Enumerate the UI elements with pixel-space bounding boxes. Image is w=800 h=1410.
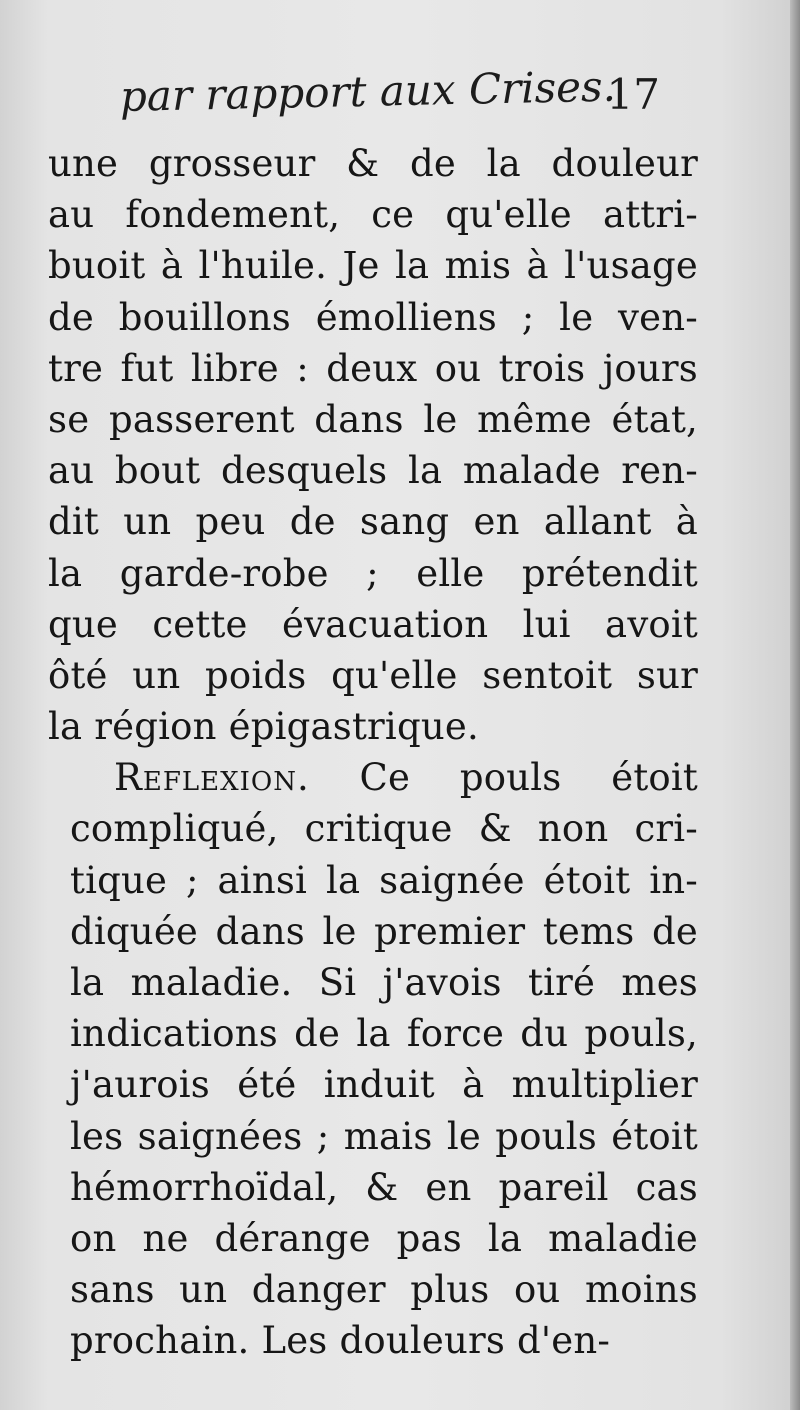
- text-line-rest: Ce pouls étoit: [309, 756, 698, 800]
- text-line: la garde-robe ; elle prétendit: [48, 551, 698, 595]
- text-line: dit un peu de sang en allant à: [48, 500, 698, 544]
- page-edge: [790, 0, 800, 1410]
- text-line: on ne dérange pas la maladie: [70, 1216, 698, 1260]
- text-line: compliqué, critique & non cri-: [70, 807, 698, 851]
- text-line: [48, 752, 698, 803]
- paragraph-reflexion: [48, 752, 698, 1366]
- text-line: indications de la force du pouls,: [70, 1012, 698, 1056]
- body-text: [48, 138, 698, 1367]
- text-line: la maladie. Si j'avois tiré mes: [70, 961, 698, 1004]
- text-line: de bouillons émolliens ; le ven-: [48, 295, 698, 339]
- text-line: les saignées ; mais le pouls étoit: [70, 1114, 698, 1158]
- text-line: sans un danger plus ou moins: [70, 1268, 698, 1312]
- text-line: se passerent dans le même état,: [48, 397, 698, 441]
- text-line: buoit à l'huile. Je la mis à l'usage: [48, 244, 698, 288]
- text-line: ôté un poids qu'elle sentoit sur: [48, 653, 698, 697]
- text-line: tique ; ainsi la saignée étoit in-: [70, 858, 698, 902]
- text-line: une grosseur & de la douleur: [48, 142, 698, 185]
- text-line: au fondement, ce qu'elle attri-: [48, 193, 698, 237]
- text-line: hémorrhoïdal, & en pareil cas: [70, 1165, 698, 1209]
- running-head: [119, 61, 660, 136]
- text-line: au bout desquels la malade ren-: [48, 449, 698, 493]
- paragraph: [48, 138, 698, 752]
- running-title: par rapport aux Crises.: [119, 61, 617, 121]
- text-line: prochain. Les douleurs d'en-: [70, 1319, 611, 1363]
- text-line: la région épigastrique.: [48, 705, 479, 749]
- page-number: 17: [606, 70, 660, 119]
- section-lead: Reflexion.: [114, 756, 310, 800]
- text-line: diquée dans le premier tems de: [70, 909, 698, 953]
- text-line: j'aurois été induit à multiplier: [70, 1063, 698, 1107]
- text-line: tre fut libre : deux ou trois jours: [48, 346, 698, 390]
- text-line: que cette évacuation lui avoit: [48, 602, 698, 646]
